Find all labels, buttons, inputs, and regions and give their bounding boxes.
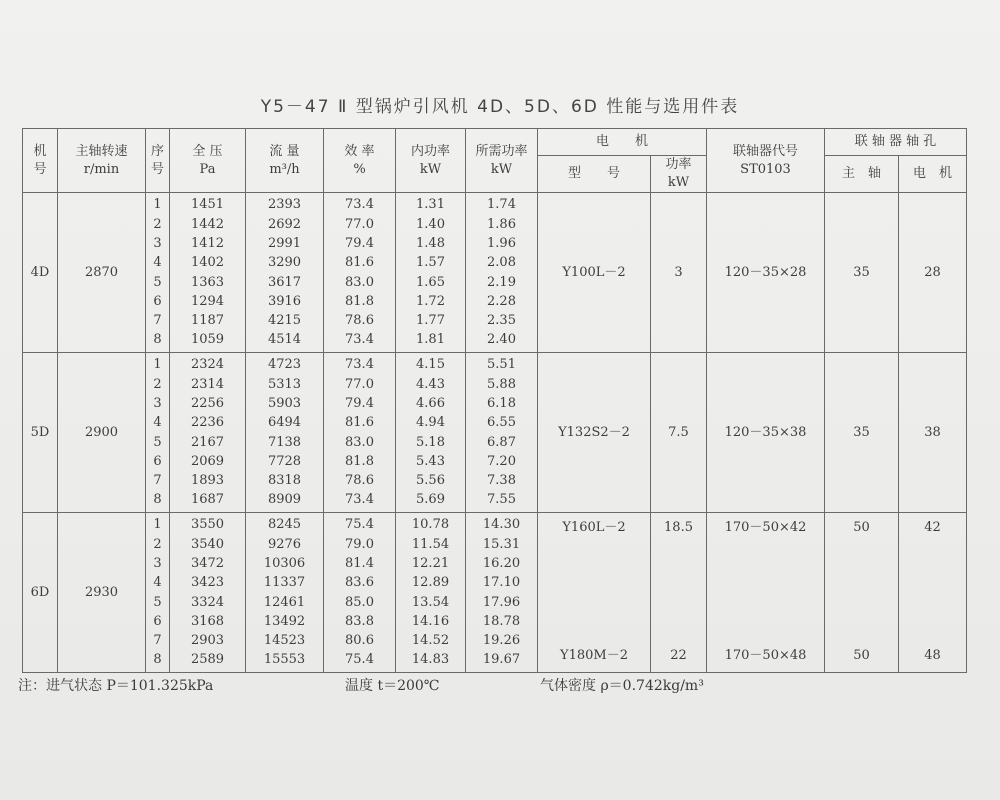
stack-value: 5.18 (416, 434, 445, 450)
header-internal-power: 内功率 kW (396, 129, 466, 193)
stack-value: 3423 (190, 575, 225, 591)
seq-stack (146, 193, 170, 353)
motor-model-cell: Y160L－2 Y180M－2 (538, 513, 651, 673)
stack-value: 81.8 (345, 293, 374, 309)
stack-value: 14.83 (411, 652, 450, 668)
stack-value: 3168 (190, 613, 225, 629)
stack-value: 1.57 (416, 255, 445, 271)
note-temperature: 温度 t＝200℃ (345, 678, 440, 694)
stack-value: 3 (153, 235, 162, 251)
stack-value: 15.31 (482, 536, 521, 552)
speed-cell: 2870 (58, 193, 146, 353)
pressure-stack (170, 353, 246, 513)
stack-value: 77.0 (345, 376, 374, 392)
machine-cell: 5D (23, 353, 58, 513)
stack-value: 1.40 (416, 216, 445, 232)
stack-value: 12461 (263, 594, 306, 610)
stack-value: 3472 (190, 555, 225, 571)
stack-value: 1363 (190, 274, 225, 290)
stack-value: 2692 (267, 216, 302, 232)
note-inlet: 注：进气状态 P＝101.325kPa (18, 678, 214, 694)
stack-value: 13492 (263, 613, 306, 629)
stack-value: 1.72 (416, 293, 445, 309)
stack-value: 14.30 (482, 517, 521, 533)
stack-value: 7.38 (487, 473, 516, 489)
stack-value: 79.4 (345, 235, 374, 251)
efficiency-stack (324, 353, 396, 513)
machine-cell: 4D (23, 193, 58, 353)
stack-value: 5.43 (416, 453, 445, 469)
header-pressure: 全 压 Pa (170, 129, 246, 193)
stack-value: 14.52 (411, 633, 450, 649)
stack-value: 73.4 (345, 332, 374, 348)
stack-value: 8 (153, 332, 162, 348)
stack-value: 75.4 (345, 517, 374, 533)
stack-value: 73.4 (345, 197, 374, 213)
pressure-stack (170, 193, 246, 353)
stack-value: 1 (153, 357, 162, 373)
header-motor-model: 型 号 (538, 156, 651, 193)
stack-value: 2069 (190, 453, 225, 469)
stack-value: 6 (153, 613, 162, 629)
stack-value: 14.16 (411, 613, 450, 629)
header-motor-power: 功率 kW (651, 156, 707, 193)
stack-value: 83.6 (345, 575, 374, 591)
stack-value: 3540 (190, 536, 225, 552)
stack-value: 5313 (267, 376, 302, 392)
stack-value: 83.0 (345, 434, 374, 450)
stack-value: 1.81 (416, 332, 445, 348)
stack-value: 18.78 (482, 613, 521, 629)
stack-value: 17.10 (482, 575, 521, 591)
stack-value: 8909 (267, 492, 302, 508)
header-main-shaft: 主 轴 (825, 156, 899, 193)
pressure-stack (170, 513, 246, 673)
stack-value: 3916 (267, 293, 302, 309)
stack-value: 4723 (267, 357, 302, 373)
stack-value: 1.65 (416, 274, 445, 290)
stack-value: 12.89 (411, 575, 450, 591)
stack-value: 17.96 (482, 594, 521, 610)
stack-value: 6.87 (487, 434, 516, 450)
stack-value: 83.8 (345, 613, 374, 629)
stack-value: 13.54 (411, 594, 450, 610)
stack-value: 5.88 (487, 376, 516, 392)
stack-value: 11.54 (411, 536, 450, 552)
stack-value: 7728 (267, 453, 302, 469)
stack-value: 81.4 (345, 555, 374, 571)
stack-value: 78.6 (345, 313, 374, 329)
group-6d-row (23, 513, 967, 673)
stack-value: 1687 (190, 492, 225, 508)
stack-value: 1187 (190, 313, 225, 329)
stack-value: 3324 (190, 594, 225, 610)
stack-value: 80.6 (345, 633, 374, 649)
main-shaft-cell: 35 (825, 353, 899, 513)
stack-value: 1893 (190, 473, 225, 489)
coupling-cell: 170－50×42 170－50×48 (707, 513, 825, 673)
stack-value: 2393 (267, 197, 302, 213)
performance-table (22, 128, 967, 673)
stack-value: 1 (153, 197, 162, 213)
motor-power-cell: 18.5 22 (651, 513, 707, 673)
coupling-cell: 120－35×28 (707, 193, 825, 353)
motor-model-cell: Y100L－2 (538, 193, 651, 353)
stack-value: 1.74 (487, 197, 516, 213)
motor-shaft-cell: 38 (899, 353, 967, 513)
stack-value: 1.96 (487, 235, 516, 251)
stack-value: 8245 (267, 517, 302, 533)
seq-stack (146, 513, 170, 673)
stack-value: 1412 (190, 235, 225, 251)
stack-value: 3617 (267, 274, 302, 290)
efficiency-stack (324, 513, 396, 673)
stack-value: 16.20 (482, 555, 521, 571)
stack-value: 9276 (267, 536, 302, 552)
group-4d-row (23, 193, 967, 353)
stack-value: 1.86 (487, 216, 516, 232)
flow-stack (246, 513, 324, 673)
header-coupling-hole: 联 轴 器 轴 孔 (825, 129, 967, 156)
stack-value: 6.55 (487, 415, 516, 431)
stack-value: 85.0 (345, 594, 374, 610)
header-motor-shaft: 电 机 (899, 156, 967, 193)
stack-value: 4215 (267, 313, 302, 329)
stack-value: 5.51 (487, 357, 516, 373)
stack-value: 4.15 (416, 357, 445, 373)
stack-value: 4.43 (416, 376, 445, 392)
stack-value: 1294 (190, 293, 225, 309)
stack-value: 6 (153, 293, 162, 309)
stack-value: 2589 (190, 652, 225, 668)
header-efficiency: 效 率 % (324, 129, 396, 193)
stack-value: 19.26 (482, 633, 521, 649)
seq-stack (146, 353, 170, 513)
stack-value: 14523 (263, 633, 306, 649)
motor-shaft-cell: 28 (899, 193, 967, 353)
stack-value: 15553 (263, 652, 306, 668)
stack-value: 2 (153, 536, 162, 552)
stack-value: 1402 (190, 255, 225, 271)
stack-value: 2.28 (487, 293, 516, 309)
stack-value: 1.77 (416, 313, 445, 329)
stack-value: 1.48 (416, 235, 445, 251)
flow-stack (246, 193, 324, 353)
coupling-cell: 120－35×38 (707, 353, 825, 513)
stack-value: 7.55 (487, 492, 516, 508)
header-seq: 序 号 (146, 129, 170, 193)
stack-value: 2236 (190, 415, 225, 431)
stack-value: 5 (153, 434, 162, 450)
main-shaft-cell: 50 50 (825, 513, 899, 673)
stack-value: 1442 (190, 216, 225, 232)
stack-value: 78.6 (345, 473, 374, 489)
stack-value: 4 (153, 255, 162, 271)
stack-value: 8 (153, 492, 162, 508)
header-coupling-code: 联轴器代号 ST0103 (707, 129, 825, 193)
stack-value: 2314 (190, 376, 225, 392)
required-power-stack (466, 513, 538, 673)
stack-value: 6.18 (487, 395, 516, 411)
stack-value: 2.08 (487, 255, 516, 271)
header-machine: 机 号 (23, 129, 58, 193)
stack-value: 3290 (267, 255, 302, 271)
header-required-power: 所需功率 kW (466, 129, 538, 193)
stack-value: 7138 (267, 434, 302, 450)
internal-power-stack (396, 353, 466, 513)
stack-value: 5 (153, 274, 162, 290)
stack-value: 79.0 (345, 536, 374, 552)
stack-value: 19.67 (482, 652, 521, 668)
stack-value: 5 (153, 594, 162, 610)
note-density: 气体密度 ρ＝0.742kg/m³ (540, 678, 704, 694)
stack-value: 3 (153, 395, 162, 411)
stack-value: 2167 (190, 434, 225, 450)
stack-value: 6494 (267, 415, 302, 431)
stack-value: 4 (153, 575, 162, 591)
stack-value: 12.21 (411, 555, 450, 571)
stack-value: 73.4 (345, 492, 374, 508)
stack-value: 4.94 (416, 415, 445, 431)
speed-cell: 2900 (58, 353, 146, 513)
table-title: Y5－47 Ⅱ 型锅炉引风机 4D、5D、6D 性能与选用件表 (260, 97, 740, 117)
stack-value: 10.78 (411, 517, 450, 533)
stack-value: 5.69 (416, 492, 445, 508)
internal-power-stack (396, 513, 466, 673)
motor-model-cell: Y132S2－2 (538, 353, 651, 513)
stack-value: 7 (153, 633, 162, 649)
motor-power-cell: 3 (651, 193, 707, 353)
stack-value: 77.0 (345, 216, 374, 232)
flow-stack (246, 353, 324, 513)
stack-value: 1451 (190, 197, 225, 213)
stack-value: 3550 (190, 517, 225, 533)
header-speed: 主轴转速 r/min (58, 129, 146, 193)
main-shaft-cell: 35 (825, 193, 899, 353)
stack-value: 2903 (190, 633, 225, 649)
stack-value: 79.4 (345, 395, 374, 411)
stack-value: 2 (153, 376, 162, 392)
stack-value: 83.0 (345, 274, 374, 290)
stack-value: 2991 (267, 235, 302, 251)
stack-value: 7.20 (487, 453, 516, 469)
stack-value: 4514 (267, 332, 302, 348)
stack-value: 2256 (190, 395, 225, 411)
stack-value: 3 (153, 555, 162, 571)
stack-value: 2 (153, 216, 162, 232)
motor-power-cell: 7.5 (651, 353, 707, 513)
stack-value: 2324 (190, 357, 225, 373)
stack-value: 1 (153, 517, 162, 533)
stack-value: 1.31 (416, 197, 445, 213)
stack-value: 6 (153, 453, 162, 469)
stack-value: 11337 (263, 575, 306, 591)
stack-value: 7 (153, 473, 162, 489)
header-motor: 电 机 (538, 129, 707, 156)
efficiency-stack (324, 193, 396, 353)
stack-value: 2.40 (487, 332, 516, 348)
motor-shaft-cell: 42 48 (899, 513, 967, 673)
stack-value: 2.19 (487, 274, 516, 290)
speed-cell: 2930 (58, 513, 146, 673)
stack-value: 73.4 (345, 357, 374, 373)
stack-value: 8318 (267, 473, 302, 489)
stack-value: 81.6 (345, 255, 374, 271)
stack-value: 81.6 (345, 415, 374, 431)
group-5d-row (23, 353, 967, 513)
stack-value: 4.66 (416, 395, 445, 411)
stack-value: 8 (153, 652, 162, 668)
stack-value: 5.56 (416, 473, 445, 489)
stack-value: 1059 (190, 332, 225, 348)
stack-value: 75.4 (345, 652, 374, 668)
stack-value: 10306 (263, 555, 306, 571)
machine-cell: 6D (23, 513, 58, 673)
header-flow: 流 量 m³/h (246, 129, 324, 193)
stack-value: 81.8 (345, 453, 374, 469)
stack-value: 5903 (267, 395, 302, 411)
required-power-stack (466, 353, 538, 513)
stack-value: 2.35 (487, 313, 516, 329)
required-power-stack (466, 193, 538, 353)
internal-power-stack (396, 193, 466, 353)
stack-value: 7 (153, 313, 162, 329)
stack-value: 4 (153, 415, 162, 431)
